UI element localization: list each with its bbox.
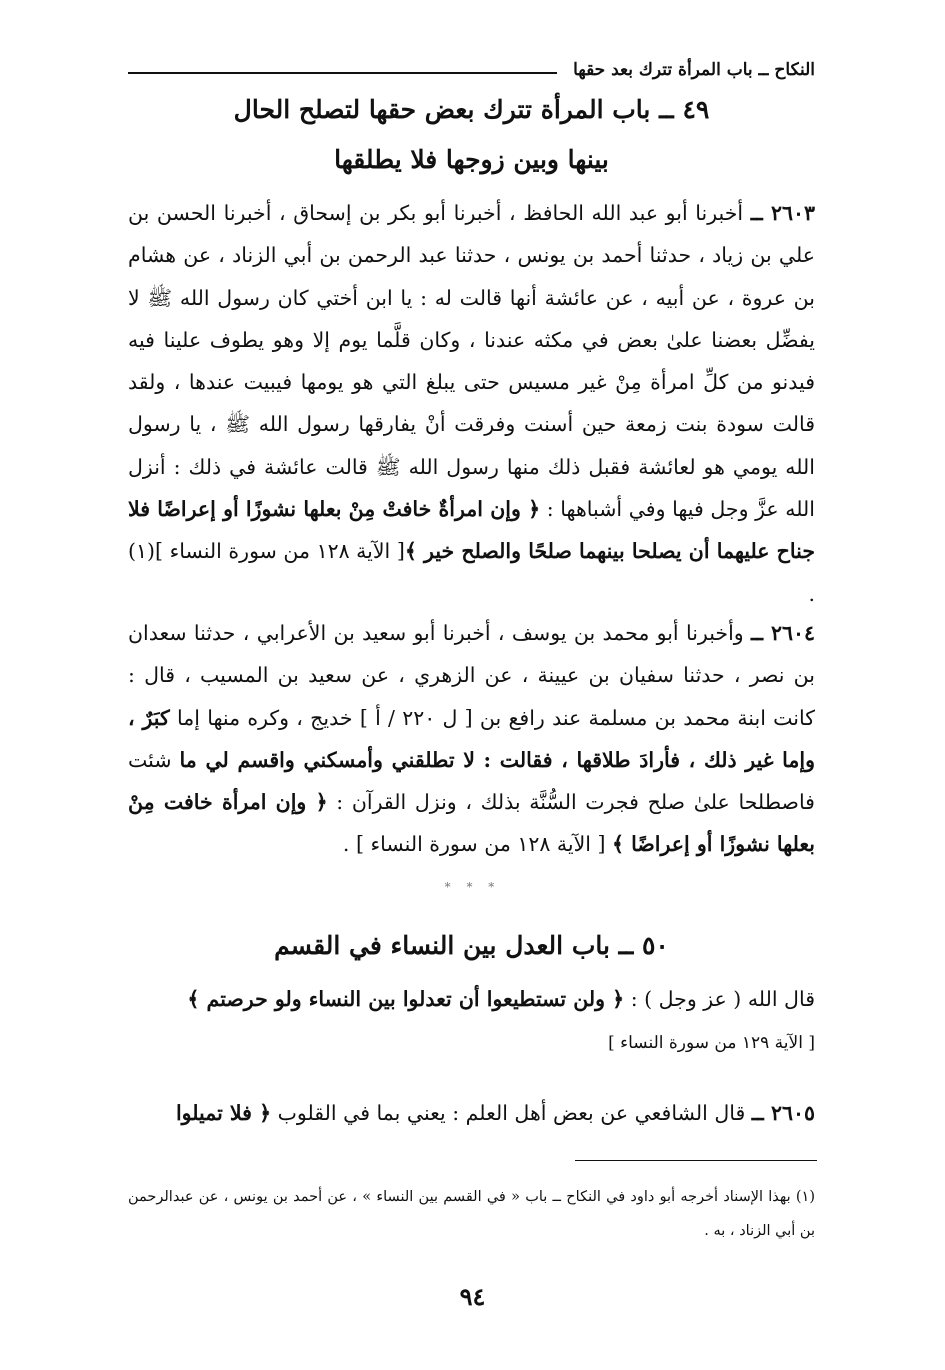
- chapter-50-title: ٥٠ ــ باب العدل بين النساء في القسم: [274, 931, 669, 960]
- quran-citation-50: [128, 978, 815, 1065]
- quran-verse: ﴿ ولن تستطيعوا أن تعدلوا بين النساء ولو حرصتم ﴾: [187, 987, 625, 1011]
- hadith-number: ٢٦٠٣ ــ: [750, 201, 815, 225]
- hadith-2603: [128, 192, 815, 615]
- verse-reference: [ الآية ١٢٨ من سورة النساء ](١) .: [128, 539, 815, 606]
- hadith-text: أخبرنا أبو عبد الله الحافظ ، أخبرنا أبو بكر بن إسحاق ، أخبرنا الحسن بن علي بن زياد ، حدثنا أحمد بن يونس ، حدثنا عبد الرحمن بن أبي الزناد ، عن هشام بن عروة ، عن أبيه ، عن عائشة أنها قالت له : يا ابن أختي كان رسول الله ﷺ لا يفضِّل بعضنا علىٰ بعض في مكثه عندنا ، وكان قلَّما يوم إلا وهو يطوف علينا فيه فيدنو من كلِّ امرأة مِنْ غير مسيس حتى يبلغ التي هو يومها فيبيت عندها ، ولقد قالت سودة بنت زمعة حين أسنت وفرقت أنْ يفارقها رسول الله ﷺ ، يا رسول الله يومي هو لعائشة فقبل ذلك منها رسول الله ﷺ قالت عائشة في ذلك : أنزل الله عزَّ وجل فيها وفي أشباهها :: [128, 201, 815, 522]
- hadith-text-continued: شئت فاصطلحا علىٰ صلح فجرت السُّنَّة بذلك ، ونزل القرآن :: [128, 747, 815, 815]
- page-number: ٩٤: [459, 1282, 486, 1311]
- hadith-text: قال الشافعي عن بعض أهل العلم : يعني بما في القلوب: [271, 1101, 752, 1125]
- verse-reference: [ الآية ١٢٨ من سورة النساء ] .: [342, 832, 612, 857]
- verse-reference: [ الآية ١٢٩ من سورة النساء ]: [608, 1033, 815, 1054]
- hadith-number: ٢٦٠٥ ــ: [751, 1101, 815, 1125]
- running-header: [128, 50, 815, 90]
- quran-verse: ﴿ وإن امرأةٌ خافتْ مِنْ بعلها نشوزًا أو إعراضًا فلا جناح عليهما أن يصلحا بينهما صلحًا والصلح خير ﴾: [128, 497, 815, 564]
- footnote-rule: [575, 1160, 817, 1161]
- header-rule: [128, 72, 557, 74]
- hadith-text: وأخبرنا أبو محمد بن يوسف ، أخبرنا أبو سعيد بن الأعرابي ، حدثنا سعدان بن نصر ، حدثنا سفيان بن عيينة ، عن الزهري ، عن سعيد بن المسيب ، قال : كانت ابنة محمد بن مسلمة عند رافع بن [ ل ٢٢٠ / أ ] خديج ، وكره منها إما: [128, 621, 815, 730]
- hadith-2604: [128, 612, 815, 866]
- hadith-bold-text: كبَرٌ ، وإما غير ذلك ، فأرادَ طلاقها ، فقالت : لا تطلقني وأمسكني واقسم لي ما: [128, 705, 815, 772]
- running-title: النكاح ــ باب المرأة تترك بعد حقها: [573, 60, 815, 80]
- chapter-49-title-line2: بينها وبين زوجها فلا يطلقها: [334, 145, 609, 174]
- hadith-number: ٢٦٠٤ ــ: [750, 621, 815, 645]
- chapter-49-title-line1: ٤٩ ــ باب المرأة تترك بعض حقها لتصلح الحال: [233, 95, 710, 124]
- quran-verse: ﴿ فلا تميلوا: [175, 1101, 272, 1125]
- section-divider: * * *: [444, 880, 501, 894]
- footnote: (١) بهذا الإسناد أخرجه أبو داود في النكاح ــ باب « في القسم بين النساء » ، عن أحمد بن يونس ، عن عبدالرحمن بن أبي الزناد ، به .: [128, 1189, 815, 1239]
- citation-intro: قال الله ( عز وجل ) :: [624, 987, 815, 1011]
- quran-verse: ﴿ وإن امرأة خافت مِنْ بعلها نشوزًا أو إعراضًا ﴾: [128, 790, 815, 857]
- hadith-2605: [128, 1092, 815, 1134]
